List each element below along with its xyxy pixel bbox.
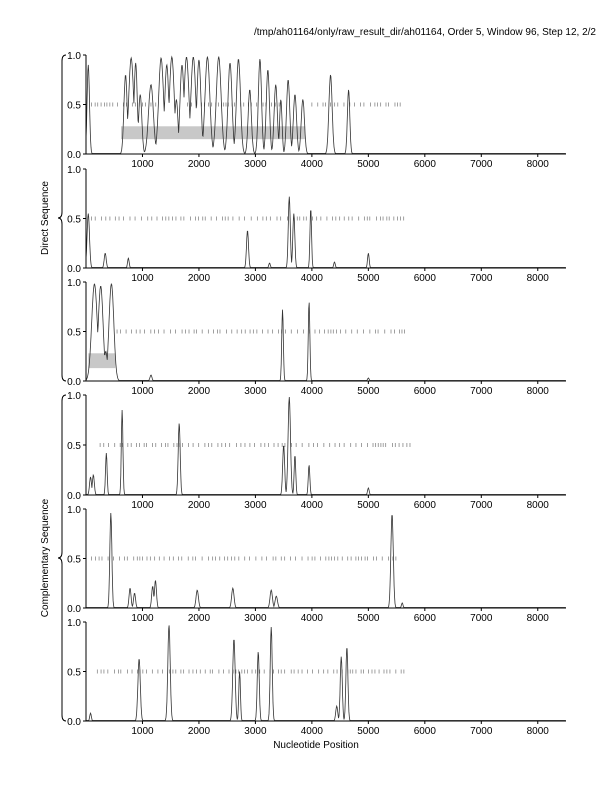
shaded-region	[121, 126, 305, 139]
x-tick-label: 7000	[470, 726, 493, 737]
x-tick-label: 2000	[187, 726, 211, 737]
x-tick-label: 2000	[187, 159, 211, 170]
x-tick-label: 8000	[526, 613, 549, 624]
x-tick-label: 7000	[470, 159, 493, 170]
x-tick-label: 4000	[300, 386, 324, 397]
x-tick-label: 3000	[244, 273, 267, 284]
marker-row	[100, 443, 410, 447]
marker-row	[92, 103, 401, 107]
x-tick-label: 3000	[244, 386, 267, 397]
x-tick-label: 5000	[357, 726, 380, 737]
x-tick-label: 3000	[244, 726, 267, 737]
x-tick-label: 4000	[300, 159, 324, 170]
x-tick-label: 3000	[244, 613, 267, 624]
y-tick-label: 0.5	[67, 214, 81, 226]
x-tick-label: 8000	[526, 159, 549, 170]
x-axis-label: Nucleotide Position	[273, 740, 359, 751]
y-tick-label: 0.5	[67, 441, 81, 452]
x-tick-label: 1000	[131, 726, 154, 737]
x-tick-label: 4000	[300, 613, 324, 624]
x-tick-label: 8000	[526, 500, 549, 511]
x-tick-label: 1000	[131, 159, 154, 170]
series-line	[86, 197, 566, 268]
y-tick-label: 0.5	[67, 667, 81, 679]
group-label: Direct Sequence	[40, 181, 51, 255]
marker-row	[92, 217, 404, 221]
x-tick-label: 4000	[300, 500, 324, 511]
y-tick-label: 0.5	[67, 100, 81, 112]
x-tick-label: 7000	[470, 613, 493, 624]
x-tick-label: 1000	[131, 386, 154, 397]
x-tick-label: 1000	[131, 500, 154, 511]
series-line	[86, 284, 566, 380]
x-tick-label: 5000	[357, 273, 380, 284]
y-tick-label: 0.0	[67, 150, 81, 161]
x-tick-label: 7000	[470, 273, 493, 284]
x-tick-label: 5000	[357, 386, 380, 397]
group-label: Complementary Sequence	[40, 498, 51, 618]
y-tick-label: 1.0	[67, 165, 81, 176]
group-brace	[58, 55, 66, 381]
x-tick-label: 3000	[244, 500, 267, 511]
x-tick-label: 3000	[244, 159, 267, 170]
x-tick-label: 2000	[187, 613, 211, 624]
x-tick-label: 6000	[413, 386, 436, 397]
marker-row	[117, 330, 404, 334]
x-tick-label: 5000	[357, 159, 380, 170]
x-tick-label: 6000	[413, 613, 436, 624]
x-tick-label: 2000	[187, 273, 211, 284]
x-tick-label: 6000	[413, 726, 436, 737]
group-brace	[58, 395, 66, 721]
x-tick-label: 8000	[526, 273, 549, 284]
figure-title: /tmp/ah01164/only/raw_result_dir/ah01164, Order 5, Window 96, Step 12, 2/2	[253, 27, 596, 38]
y-tick-label: 0.5	[67, 327, 81, 339]
x-tick-label: 7000	[470, 500, 493, 511]
x-tick-label: 2000	[187, 386, 211, 397]
x-tick-label: 6000	[413, 273, 436, 284]
y-tick-label: 0.0	[67, 377, 81, 388]
x-tick-label: 4000	[300, 726, 324, 737]
x-tick-label: 8000	[526, 386, 549, 397]
shaded-region	[88, 353, 115, 368]
y-tick-label: 0.0	[67, 604, 81, 615]
x-tick-label: 2000	[187, 500, 211, 511]
x-tick-label: 1000	[131, 273, 154, 284]
x-tick-label: 4000	[300, 273, 324, 284]
marker-row	[92, 557, 396, 561]
y-tick-label: 1.0	[67, 391, 81, 402]
x-tick-label: 6000	[413, 159, 436, 170]
y-tick-label: 0.5	[67, 554, 81, 566]
y-tick-label: 1.0	[67, 278, 81, 289]
series-line	[86, 397, 566, 495]
x-tick-label: 6000	[413, 500, 436, 511]
x-tick-label: 5000	[357, 500, 380, 511]
y-tick-label: 0.0	[67, 264, 81, 275]
y-tick-label: 0.0	[67, 491, 81, 502]
marker-row	[97, 670, 404, 674]
x-tick-label: 1000	[131, 613, 154, 624]
y-tick-label: 1.0	[67, 618, 81, 629]
y-tick-label: 1.0	[67, 51, 81, 62]
x-tick-label: 8000	[526, 726, 549, 737]
x-tick-label: 5000	[357, 613, 380, 624]
x-tick-label: 7000	[470, 386, 493, 397]
y-tick-label: 1.0	[67, 505, 81, 516]
y-tick-label: 0.0	[67, 717, 81, 728]
